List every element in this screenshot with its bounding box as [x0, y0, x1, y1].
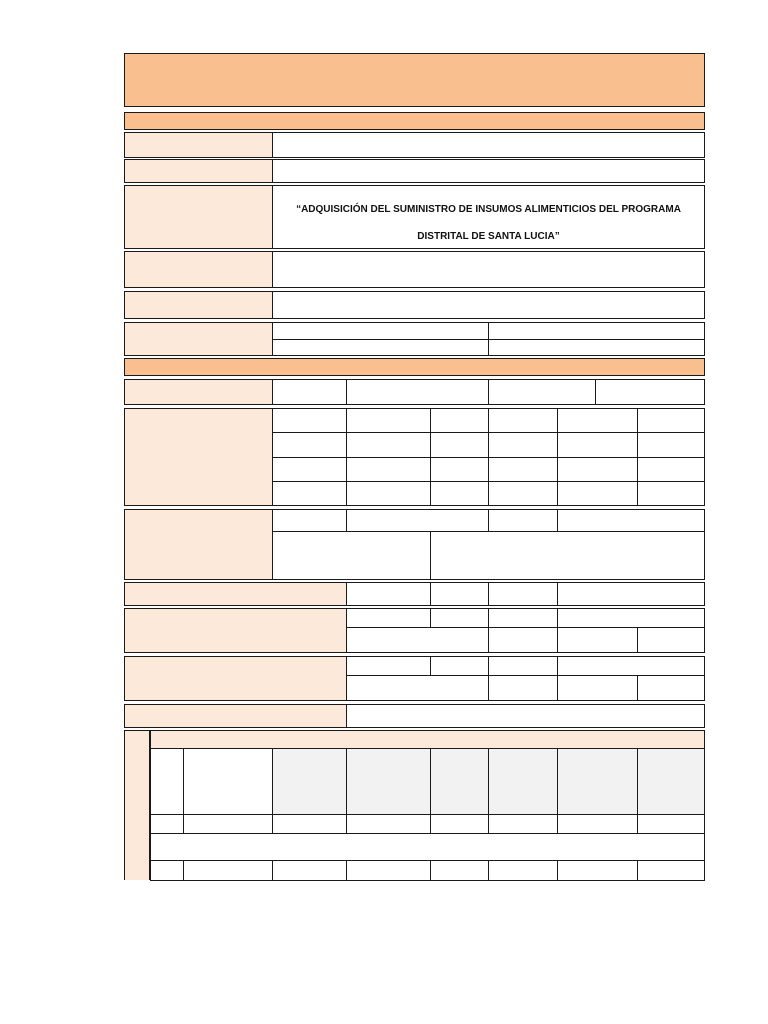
value-cell — [272, 509, 347, 532]
value-cell — [346, 509, 489, 532]
grid-divider — [272, 457, 705, 458]
value-cell — [346, 675, 489, 701]
value-cell — [557, 656, 705, 676]
table-cell — [272, 814, 347, 834]
table-cell — [430, 814, 489, 834]
value-cell — [272, 291, 705, 319]
value-cell — [557, 675, 638, 701]
value-cell — [346, 627, 489, 653]
table-cell — [637, 814, 705, 834]
value-cell — [430, 531, 705, 580]
table-cell — [150, 814, 184, 834]
table-cell — [346, 814, 431, 834]
value-cell — [488, 675, 558, 701]
grid-divider — [272, 481, 705, 482]
label-cell — [124, 291, 273, 319]
value-cell — [272, 251, 705, 288]
contract-title-line1: “ADQUISICIÓN DEL SUMINISTRO DE INSUMOS ALIMENTICIOS DEL PROGRAMA — [296, 204, 681, 215]
table-header-cell — [183, 748, 273, 815]
value-cell — [488, 627, 558, 653]
label-cell — [124, 656, 347, 701]
table-header-cell — [272, 748, 347, 815]
section-header-bar — [124, 112, 705, 130]
value-cell — [346, 704, 705, 728]
value-cell — [272, 339, 489, 356]
table-cell — [430, 860, 489, 881]
value-cell — [272, 379, 347, 405]
value-cell — [595, 379, 705, 405]
value-cell — [488, 339, 705, 356]
value-cell — [430, 656, 489, 676]
grid-divider — [272, 432, 705, 433]
section-header-bar — [124, 358, 705, 376]
table-caption-bar — [150, 730, 705, 749]
form-header-banner — [124, 53, 705, 107]
table-cell — [150, 860, 184, 881]
label-cell — [124, 704, 347, 728]
value-cell — [346, 656, 431, 676]
table-header-cell — [430, 748, 489, 815]
value-cell — [557, 509, 705, 532]
label-cell — [124, 582, 347, 606]
value-cell — [488, 379, 596, 405]
table-cell — [346, 860, 431, 881]
value-cell — [557, 608, 705, 628]
table-cell — [150, 833, 705, 861]
table-header-cell — [637, 748, 705, 815]
label-cell — [124, 509, 273, 580]
value-cell — [488, 608, 558, 628]
table-cell — [557, 814, 638, 834]
value-cell — [430, 608, 489, 628]
label-cell — [124, 379, 273, 405]
table-cell — [488, 860, 558, 881]
value-cell — [488, 322, 705, 340]
value-cell — [488, 509, 558, 532]
table-header-cell — [150, 748, 184, 815]
table-header-cell — [557, 748, 638, 815]
table-header-cell — [346, 748, 431, 815]
value-cell — [430, 582, 489, 606]
table-cell — [488, 814, 558, 834]
value-cell — [346, 379, 489, 405]
value-cell — [346, 608, 431, 628]
table-header-cell — [488, 748, 558, 815]
label-cell — [124, 132, 273, 158]
table-cell — [272, 860, 347, 881]
value-cell — [272, 159, 705, 183]
value-cell — [488, 656, 558, 676]
table-cell — [183, 860, 273, 881]
label-cell — [124, 251, 273, 288]
side-label-column — [124, 730, 150, 880]
contract-title-line2: DISTRITAL DE SANTA LUCIA” — [417, 231, 560, 242]
label-cell — [124, 185, 273, 249]
table-cell — [183, 814, 273, 834]
value-cell — [637, 675, 705, 701]
value-cell — [488, 582, 558, 606]
value-cell — [346, 582, 431, 606]
value-cell — [272, 132, 705, 158]
label-cell — [124, 322, 273, 356]
label-cell — [124, 408, 273, 506]
value-cell — [557, 627, 638, 653]
value-cell — [557, 582, 705, 606]
table-cell — [637, 860, 705, 881]
value-cell — [272, 322, 489, 340]
label-cell — [124, 608, 347, 653]
value-cell — [272, 531, 431, 580]
value-cell — [637, 627, 705, 653]
table-cell — [557, 860, 638, 881]
label-cell — [124, 159, 273, 183]
